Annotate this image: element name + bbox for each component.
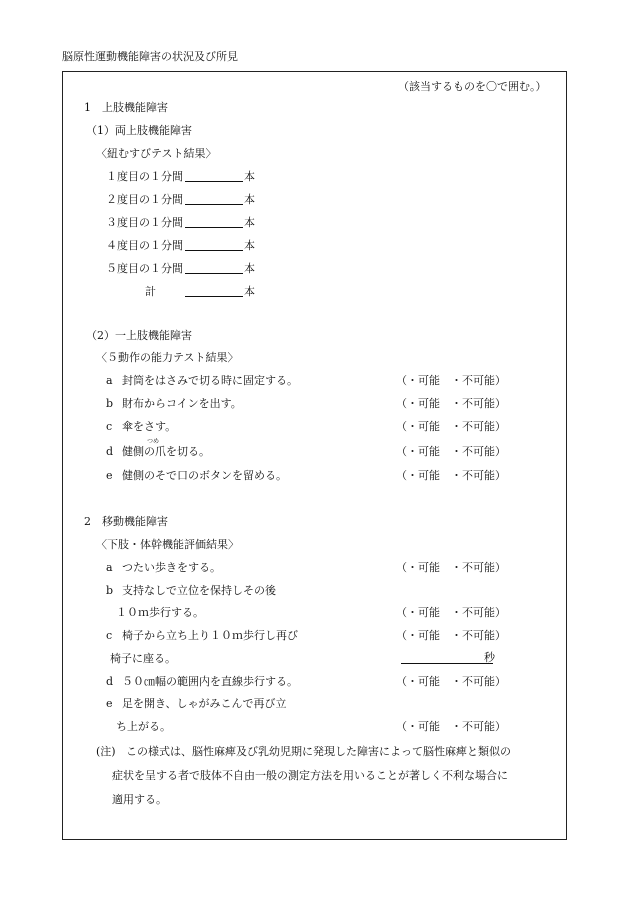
- trial-label: ２度目の１分間: [106, 193, 183, 206]
- trial-count-blank[interactable]: [185, 250, 243, 251]
- item-text: 健側のそで口のボタンを留める。: [122, 469, 287, 482]
- ruby-annotation: つめ: [147, 438, 160, 445]
- possible-impossible-choice[interactable]: （・可能 ・不可能）: [396, 374, 506, 387]
- total-unit: 本: [244, 285, 255, 298]
- note-label: (注): [96, 745, 116, 758]
- lower-limb-test-title: 〈下肢・体幹機能評価結果〉: [96, 538, 239, 551]
- trial-count-blank[interactable]: [185, 204, 243, 205]
- item-letter: c: [106, 420, 113, 433]
- trial-unit: 本: [244, 216, 255, 229]
- item-text: 椅子から立ち上り１０ｍ歩行し再び: [122, 629, 298, 642]
- seconds-unit: 秒: [484, 651, 495, 664]
- total-count-blank[interactable]: [185, 296, 243, 297]
- item-letter: b: [106, 397, 114, 410]
- trial-label: ３度目の１分間: [106, 216, 183, 229]
- item-text: 足を開き、しゃがみこんで再び立: [122, 697, 287, 710]
- item-letter: c: [106, 629, 113, 642]
- string-tie-test-title: 〈紐むすびテスト結果〉: [96, 147, 217, 160]
- item-text: 健側の爪を切る。: [122, 445, 210, 458]
- item-text-continued: １０ｍ歩行する。: [116, 606, 204, 619]
- page-title: 脳原性運動機能障害の状況及び所見: [62, 50, 238, 63]
- section1-heading: 1 上肢機能障害: [84, 101, 168, 114]
- item-letter: a: [106, 374, 113, 387]
- item-letter: e: [106, 469, 113, 482]
- trial-label: ５度目の１分間: [106, 262, 183, 275]
- sub1-heading: （1）両上肢機能障害: [86, 124, 192, 137]
- item-text-continued: ち上がる。: [116, 720, 171, 733]
- item-text: ５０㎝幅の範囲内を直線歩行する。: [122, 675, 298, 688]
- sub2-heading: （2）一上肢機能障害: [86, 329, 192, 342]
- item-letter: b: [106, 584, 114, 597]
- total-label: 計: [145, 285, 156, 298]
- possible-impossible-choice[interactable]: （・可能 ・不可能）: [396, 445, 506, 458]
- possible-impossible-choice[interactable]: （・可能 ・不可能）: [396, 420, 506, 433]
- item-text: つたい歩きをする。: [122, 561, 221, 574]
- possible-impossible-choice[interactable]: （・可能 ・不可能）: [396, 720, 506, 733]
- possible-impossible-choice[interactable]: （・可能 ・不可能）: [396, 397, 506, 410]
- trial-count-blank[interactable]: [185, 273, 243, 274]
- item-letter: d: [106, 445, 114, 458]
- trial-count-blank[interactable]: [185, 227, 243, 228]
- possible-impossible-choice[interactable]: （・可能 ・不可能）: [396, 606, 506, 619]
- trial-count-blank[interactable]: [185, 181, 243, 182]
- item-text: 支持なしで立位を保持しその後: [122, 584, 276, 597]
- possible-impossible-choice[interactable]: （・可能 ・不可能）: [396, 629, 506, 642]
- trial-unit: 本: [244, 262, 255, 275]
- instruction-note: （該当するものを〇で囲む。）: [398, 80, 547, 93]
- item-letter: e: [106, 697, 113, 710]
- item-letter: d: [106, 675, 114, 688]
- trial-label: １度目の１分間: [106, 170, 183, 183]
- possible-impossible-choice[interactable]: （・可能 ・不可能）: [396, 561, 506, 574]
- item-letter: a: [106, 561, 113, 574]
- note-line: 症状を呈する者で肢体不自由一般の測定方法を用いることが著しく不利な場合に: [112, 769, 508, 782]
- item-text: 財布からコインを出す。: [122, 397, 242, 410]
- five-actions-test-title: 〈５動作の能力テスト結果〉: [96, 351, 239, 364]
- item-text: 傘をさす。: [122, 420, 177, 433]
- trial-unit: 本: [244, 170, 255, 183]
- trial-label: ４度目の１分間: [106, 239, 183, 252]
- possible-impossible-choice[interactable]: （・可能 ・不可能）: [396, 469, 506, 482]
- section2-heading: 2 移動機能障害: [84, 515, 168, 528]
- trial-unit: 本: [244, 239, 255, 252]
- note-line: 適用する。: [112, 793, 167, 806]
- trial-unit: 本: [244, 193, 255, 206]
- possible-impossible-choice[interactable]: （・可能 ・不可能）: [396, 675, 506, 688]
- seconds-blank[interactable]: [401, 663, 493, 664]
- note-line: この様式は、脳性麻痺及び乳幼児期に発現した障害によって脳性麻痺と類似の: [126, 745, 511, 758]
- item-text-continued: 椅子に座る。: [110, 652, 176, 665]
- item-text: 封筒をはさみで切る時に固定する。: [122, 374, 298, 387]
